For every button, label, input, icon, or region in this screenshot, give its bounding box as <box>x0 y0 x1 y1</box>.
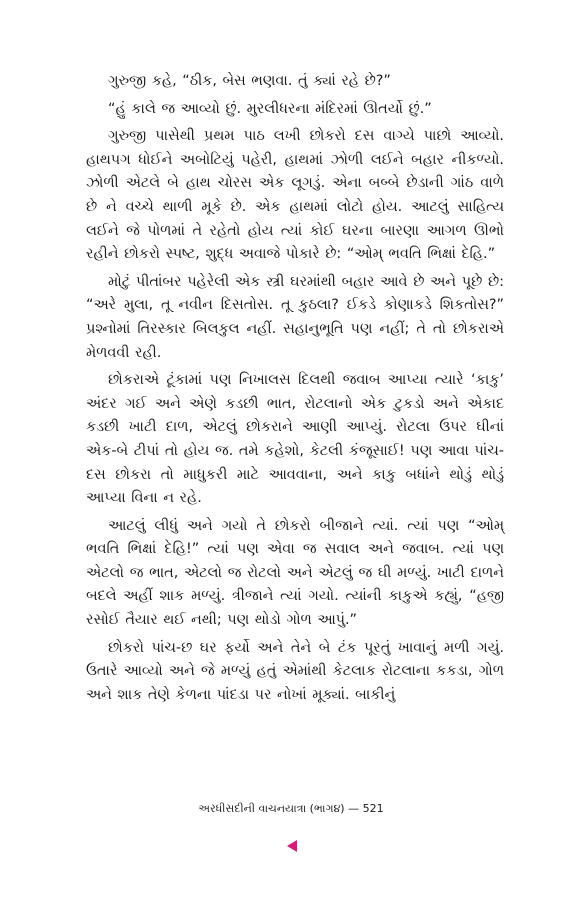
paragraph-4: મોટું પીતાંબર પહેરેલી એક સ્ત્રી ઘરમાંથી બહાર આવે છે અને પૂછે છે: “અરે મુલા, તૂ નવીન દિસતોસ. તૂ કુઠલા? ઈકડે કોણાકડે શિકતોસ?” પ્રશ્નોમાં તિરસ્કાર બિલકુલ નહીં. સહાનુભૂતિ પણ નહીં; તે તો છોકરાએ મેળવવી રહી. <box>86 273 504 361</box>
page-footer: અરધીસદીની વાચનયાત્રા (ભાગ૪) — 521 <box>198 802 384 815</box>
paragraph-6: આટલું લીધું અને ગયો તે છોકરો બીજાને ત્યાં. ત્યાં પણ “ઓમ્ ભવતિ ભિક્ષાં દેહિ!” ત્યાં પણ એવા જ સવાલ અને જવાબ. ત્યાં પણ એટલો જ ભાત, એટલો જ રોટલો અને એટલું જ ઘી મળ્યું. ખાટી દાળને બદલે અહીં શાક મળ્યું. ત્રીજાને ત્યાં ગયો. ત્યાંની કાકુએ કહ્યું, “હજી રસોઈ તૈયાર થઈ નથી; પણ થોડો ગોળ આપું.” <box>86 517 504 629</box>
paragraph-3: ગુરુજી પાસેથી પ્રથમ પાઠ લખી છોકરો દસ વાગ્યે પાછો આવ્યો. હાથપગ ધોઈને અબોટિયું પહેરી, હાથમાં ઝોળી લઈને બહાર નીકળ્યો. ઝોળી એટલે બે હાથ ચોરસ એક લૂગડું. એના બબ્બે છેડાની ગાંઠ વાળે છે ને વચ્ચે થાળી મૂકે છે. એક હાથમાં લોટો હોય. આટલું સાહિત્ય લઈને જે પોળમાં તે રહેતો હોય ત્યાં કોઈ ઘરના બારણા આગળ ઊભો રહીને છોકરો સ્પષ્ટ, શુદ્ધ અવાજે પોકારે છે: “ઓમ્ ભવતિ ભિક્ષાં દેહિ.” <box>86 128 504 263</box>
page-body <box>86 70 504 711</box>
paragraph-1: ગુરુજી કહે, “ઠીક, બેસ ભણવા. તું ક્યાં રહે છે?” <box>108 73 391 89</box>
paragraph-5: છોકરાએ ટૂંકામાં પણ નિખાલસ દિલથી જવાબ આપ્યા ત્યારે ‘કાકુ’ અંદર ગઈ અને એણે કડછી ભાત, રોટલાનો એક ટુકડો અને એકાદ કડછી ખાટી દાળ, એટલું છોકરાને આણી આપ્યું. રોટલા ઉપર ઘીનાં એક-બે ટીપાં તો હોય જ. તમે કહેશો, કેટલી કંજૂસાઈ! પણ આવા પાંચ-દસ છોકરા તો માધુકરી માટે આવવાના, અને કાકુ બધાંને થોડું થોડું આપ્યા વિના ન રહે. <box>86 372 504 507</box>
paragraph-7: છોકરો પાંચ-છ ઘર ફર્યો અને તેને બે ટંક પૂરતું ખાવાનું મળી ગયું. ઉતારે આવ્યો અને જે મળ્યું હતું એમાંથી કેટલાક રોટલાના કકડા, ગોળ અને શાક તેણે કેળના પાંદડા પર નોખાં મૂક્યાં. બાકીનું <box>86 639 504 703</box>
previous-page-arrow-icon[interactable] <box>287 840 297 852</box>
paragraph-2: “હું કાલે જ આવ્યો છું. મુરલીધરના મંદિરમાં ઊતર્યો છું.” <box>108 100 432 117</box>
